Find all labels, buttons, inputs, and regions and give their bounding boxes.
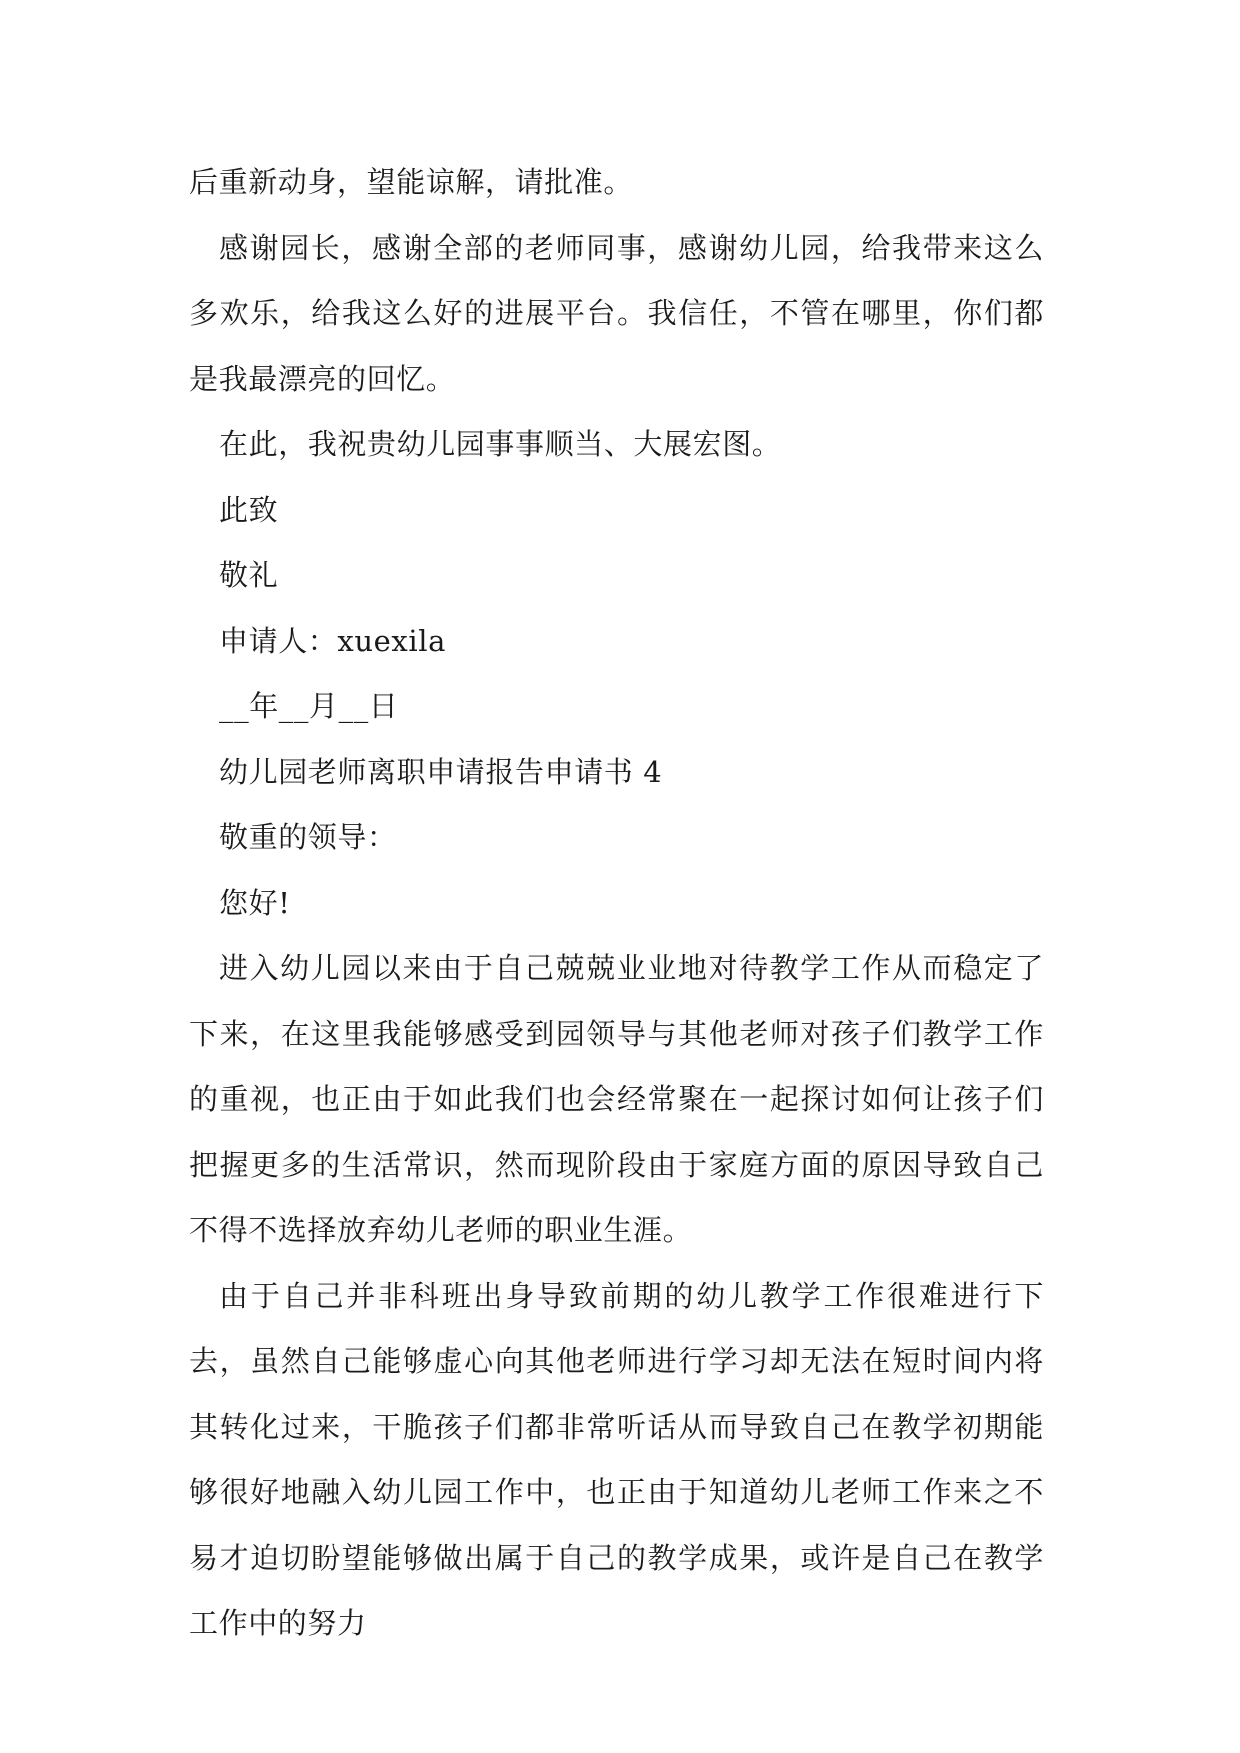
salutation-jingli: 敬礼 <box>219 558 279 592</box>
salutation-cizhi: 此致 <box>219 492 279 527</box>
document-body <box>189 150 1044 1657</box>
paragraph-background: 进入幼儿园以来由于自己兢兢业业地对待教学工作从而稳定了下来，在这里我能够感受到园领导与其他老师对孩子们教学工作的重视，也正由于如此我们也会经常聚在一起探讨如何让孩子们把握更多的生活常识，然而现阶段由于家庭方面的原因导致自己不得不选择放弃幼儿老师的职业生涯。 <box>189 951 1044 1247</box>
paragraph-wishes: 在此，我祝贵幼儿园事事顺当、大展宏图。 <box>219 427 782 461</box>
paragraph-reason: 由于自己并非科班出身导致前期的幼儿教学工作很难进行下去，虽然自己能够虚心向其他老师进行学习却无法在短时间内将其转化过来，干脆孩子们都非常听话从而导致自己在教学初期能够很好地融入幼儿园工作中，也正由于知道幼儿老师工作来之不易才迫切盼望能够做出属于自己的教学成果，或许是自己在教学工作中的努力 <box>189 1278 1044 1640</box>
applicant-line: 申请人：xuexila <box>219 623 446 658</box>
paragraph-thanks: 感谢园长，感谢全部的老师同事，感谢幼儿园，给我带来这么多欢乐，给我这么好的进展平台。我信任，不管在哪里，你们都是我最漂亮的回忆。 <box>189 230 1044 396</box>
greeting-recipient: 敬重的领导： <box>219 820 397 854</box>
section-title: 幼儿园老师离职申请报告申请书 4 <box>219 754 663 789</box>
date-line: __年__月__日 <box>219 689 399 723</box>
greeting-hello: 您好! <box>219 885 291 920</box>
paragraph-closing-request: 后重新动身，望能谅解，请批准。 <box>189 165 634 199</box>
